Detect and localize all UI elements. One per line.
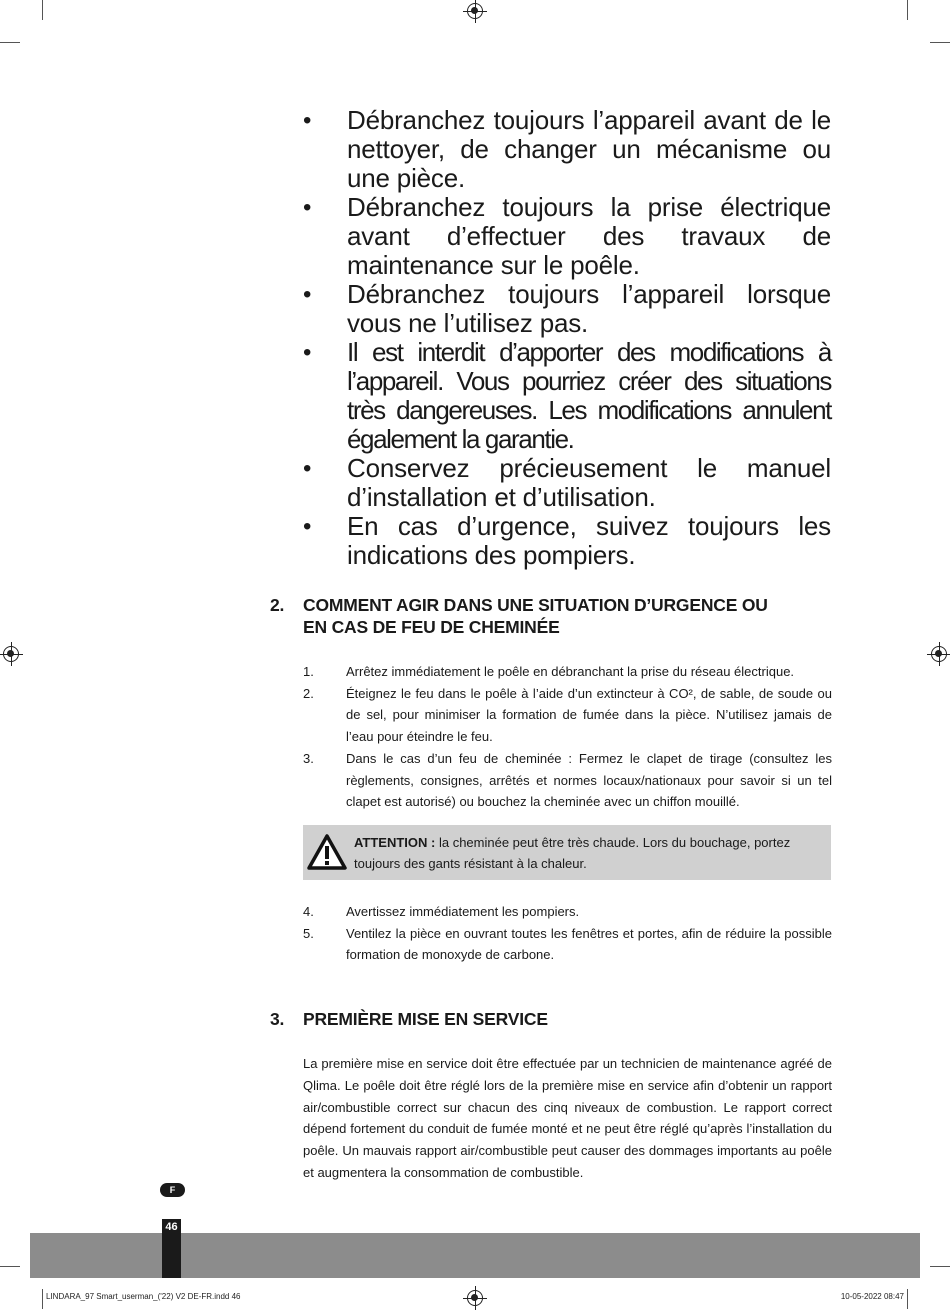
crop-mark (907, 1289, 908, 1309)
list-item: • Conservez précieusement le manuel d’installation et d’utilisation. (303, 453, 831, 512)
crop-mark (42, 0, 43, 20)
registration-mark-icon (467, 1290, 483, 1306)
section-title-line: PREMIÈRE MISE EN SERVICE (303, 1009, 548, 1029)
section-number: 3. (270, 1009, 285, 1029)
list-item: • Il est interdit d’apporter des modifications à l’appareil. Vous pourriez créer des situations très dangereuses. Les modifications annulent également la garantie. (303, 337, 831, 454)
print-slug-timestamp: 10-05-2022 08:47 (840, 1292, 904, 1301)
registration-mark-icon (467, 3, 483, 19)
crop-mark (930, 42, 950, 43)
list-item: 1. Arrêtez immédiatement le poêle en débranchant la prise du réseau électrique. (303, 661, 832, 683)
bullet-icon: • (303, 194, 312, 221)
warning-triangle-icon (307, 834, 347, 870)
list-item: • Débranchez toujours l’appareil avant de le nettoyer, de changer un mécanisme ou une pièce. (303, 105, 831, 193)
list-item: 3. Dans le cas d’un feu de cheminée : Fermez le clapet de tirage (consultez les règlements, consignes, arrêtés et normes locaux/nationaux pour savoir si un tel clapet est autorisé) ou bouchez la cheminée avec un chiffon mouillé. (303, 748, 832, 813)
crop-mark (42, 1289, 43, 1309)
registration-mark-icon (3, 646, 19, 662)
section-heading (270, 1008, 835, 1030)
registration-mark-icon (931, 646, 947, 662)
emergency-steps-list (303, 661, 832, 813)
warning-label: ATTENTION : (354, 835, 436, 850)
list-item: 2. Éteignez le feu dans le poêle à l’aide d’un extincteur à CO², de sable, de soude ou de sel, pour minimiser la formation de fumée dans la pièce. N’utilisez jamais de l’eau pour éteindre le feu. (303, 683, 832, 748)
step-number: 2. (303, 685, 314, 701)
section-title-line: EN CAS DE FEU DE CHEMINÉE (303, 617, 560, 637)
crop-mark (0, 1266, 20, 1267)
list-item: • Débranchez toujours l’appareil lorsque vous ne l’utilisez pas. (303, 279, 831, 338)
crop-mark (0, 42, 20, 43)
print-slug-filename: LINDARA_97 Smart_userman_('22) V2 DE-FR.indd 46 (46, 1292, 241, 1301)
step-number: 4. (303, 904, 314, 919)
section-heading (270, 594, 835, 638)
step-number: 5. (303, 925, 314, 941)
bullet-icon: • (303, 107, 312, 134)
list-item: • Débranchez toujours la prise électrique avant d’effectuer des travaux de maintenance sur le poêle. (303, 192, 831, 280)
emergency-steps-list-continued (303, 901, 832, 966)
crop-mark (907, 0, 908, 20)
first-commissioning-paragraph: La première mise en service doit être effectuée par un technicien de maintenance agréé de Qlima. Le poêle doit être réglé lors de la première mise en service afin d’obtenir un rapport air/combustible correct sur chacun des cinq niveaux de combustion. Le rapport correct dépend fortement du conduit de fumée monté et ne peut être réglé qu’après l’installation du poêle. Un mauvais rapport air/combustible peut causer des dommages importants au poêle et augmentera la consommation de combustible. (303, 1056, 832, 1180)
bullet-icon: • (303, 455, 312, 482)
safety-bullet-list (303, 106, 831, 570)
section-number: 2. (270, 595, 285, 615)
warning-callout (303, 825, 831, 880)
bullet-icon: • (303, 513, 312, 540)
language-badge: F (160, 1183, 185, 1197)
section-title-line: COMMENT AGIR DANS UNE SITUATION D’URGENCE OU (303, 595, 768, 615)
step-number: 1. (303, 664, 314, 679)
list-item: • En cas d’urgence, suivez toujours les indications des pompiers. (303, 511, 831, 570)
warning-text: ATTENTION : la cheminée peut être très chaude. Lors du bouchage, portez toujours des gants résistant à la chaleur. (354, 835, 791, 871)
bullet-icon: • (303, 281, 312, 308)
list-item: 5. Ventilez la pièce en ouvrant toutes les fenêtres et portes, afin de réduire la possible formation de monoxyde de carbone. (303, 923, 832, 966)
bullet-icon: • (303, 339, 311, 366)
step-number: 3. (303, 750, 314, 766)
page-number: 46 (165, 1221, 178, 1233)
crop-mark (930, 1266, 950, 1267)
list-item: 4. Avertissez immédiatement les pompiers. (303, 901, 832, 923)
